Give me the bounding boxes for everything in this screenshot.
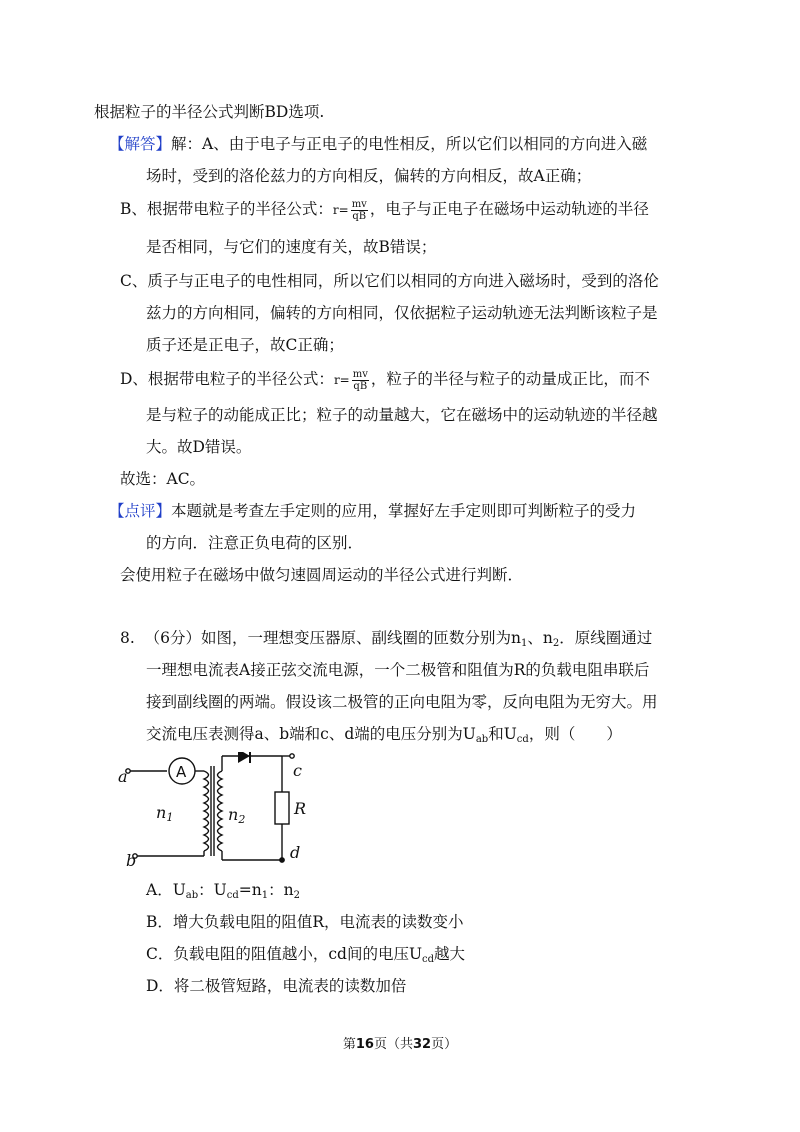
label-n1: n1	[156, 803, 174, 824]
resistor-icon	[275, 792, 289, 824]
terminal-d	[280, 858, 284, 862]
label-a: a	[118, 767, 128, 786]
answer-c-line1: C、质子与正电子的电性相同，所以它们以相同的方向进入磁场时，受到的洛伦	[120, 272, 659, 290]
answer-conclusion: 故选：AC。	[120, 470, 206, 488]
answer-d-prefix: D、根据带电粒子的半径公式：	[120, 370, 334, 388]
answer-c-line3: 质子还是正电子，故C正确；	[146, 336, 344, 354]
answer-d-line3: 大。故D错误。	[146, 438, 252, 456]
question-number: 8.	[120, 629, 135, 647]
transformer-circuit-diagram	[118, 752, 318, 872]
question-l1-sub1: 1	[521, 638, 528, 649]
answer-b-line	[120, 198, 649, 222]
formula-denominator: qB	[352, 210, 367, 222]
question-l4-sub2: cd	[516, 734, 529, 745]
label-c: c	[293, 761, 302, 780]
comment-line3: 会使用粒子在磁场中做匀速圆周运动的半径公式进行判断．	[120, 566, 524, 584]
page-total: 32	[413, 1037, 432, 1052]
option-a: A．$U_{ab}$：$U_{cd}=n_1$：$n_2$	[146, 881, 300, 901]
question-l1-text: 如图，一理想变压器原、副线圈的匝数分别为n	[201, 629, 522, 647]
question-line4	[146, 723, 622, 751]
question-line2: 一理想电流表A接正弦交流电源，一个二极管和阻值为R的负载电阻串联后	[146, 661, 650, 679]
answer-d-suffix: ，粒子的半径与粒子的动量成正比，而不	[370, 370, 650, 388]
formula-numerator-2: mv	[352, 368, 368, 380]
answer-b-prefix: B、根据带电粒子的半径公式：	[120, 200, 333, 218]
formula-r-lhs: r=	[332, 203, 349, 217]
label-b: b	[126, 851, 137, 870]
comment-line1: 本题就是考查左手定则的应用，掌握好左手定则即可判断粒子的受力	[171, 502, 637, 520]
question-l4-sub1: ab	[475, 734, 489, 745]
option-b: B．增大负载电阻的阻值R，电流表的读数变小	[146, 913, 464, 931]
question-line1	[120, 627, 652, 655]
formula-denominator-2: qB	[353, 380, 368, 392]
page-footer: 第16页（共32页）	[342, 1037, 458, 1052]
option-d: D．将二极管短路，电流表的读数加倍	[146, 977, 407, 995]
page-number: 16	[355, 1037, 374, 1052]
answer-tag: 【解答】	[109, 135, 172, 153]
question-l4-c: ，则（ ）	[528, 725, 622, 743]
answer-lead: 解：A、由于电子与正电子的电性相反，所以它们以相同的方向进入磁	[171, 135, 648, 153]
diode-icon	[238, 752, 250, 763]
answer-d-line	[120, 368, 650, 392]
label-d: d	[290, 843, 301, 862]
comment-tag: 【点评】	[109, 502, 172, 520]
intro-line: 根据粒子的半径公式判断BD选项.	[94, 103, 325, 121]
formula-numerator: mv	[351, 198, 367, 210]
label-n2: n2	[228, 805, 246, 826]
answer-b-cont: 是否相同，与它们的速度有关，故B错误；	[146, 238, 437, 256]
question-l1-end: ．原线圈通过	[559, 629, 653, 647]
question-l1-sub2: 2	[552, 638, 560, 649]
secondary-coil-icon	[218, 771, 223, 851]
answer-first-line	[109, 133, 647, 155]
answer-c-line2: 兹力的方向相同，偏转的方向相同，仅依据粒子运动轨迹无法判断该粒子是	[146, 304, 658, 322]
formula-fraction-2	[352, 369, 369, 392]
question-score: （6分）	[144, 629, 202, 647]
question-l1-mid: 、n	[527, 629, 553, 647]
label-r: R	[294, 799, 307, 818]
question-l4-a: 交流电压表测得a、b端和c、d端的电压分别为U	[146, 725, 476, 743]
question-l4-b: 和U	[488, 725, 517, 743]
answer-b-suffix: ，电子与正电子在磁场中运动轨迹的半径	[369, 200, 649, 218]
primary-coil-icon	[204, 771, 209, 851]
comment-first-line	[109, 500, 636, 522]
formula-r-lhs-2: r=	[333, 373, 350, 387]
answer-a-cont: 场时，受到的洛伦兹力的方向相反，偏转的方向相反，故A正确；	[146, 167, 592, 185]
option-c: C．负载电阻的阻值越小，cd间的电压$U_{cd}$越大	[146, 945, 466, 965]
formula-fraction	[351, 199, 368, 222]
question-line3: 接到副线圈的两端。假设该二极管的正向电阻为零，反向电阻为无穷大。用	[146, 693, 658, 711]
ammeter-label: A	[176, 763, 187, 781]
comment-line2: 的方向．注意正负电荷的区别．	[146, 534, 364, 552]
terminal-c	[290, 754, 294, 758]
answer-d-line2: 是与粒子的动能成正比；粒子的动量越大，它在磁场中的运动轨迹的半径越	[146, 406, 658, 424]
